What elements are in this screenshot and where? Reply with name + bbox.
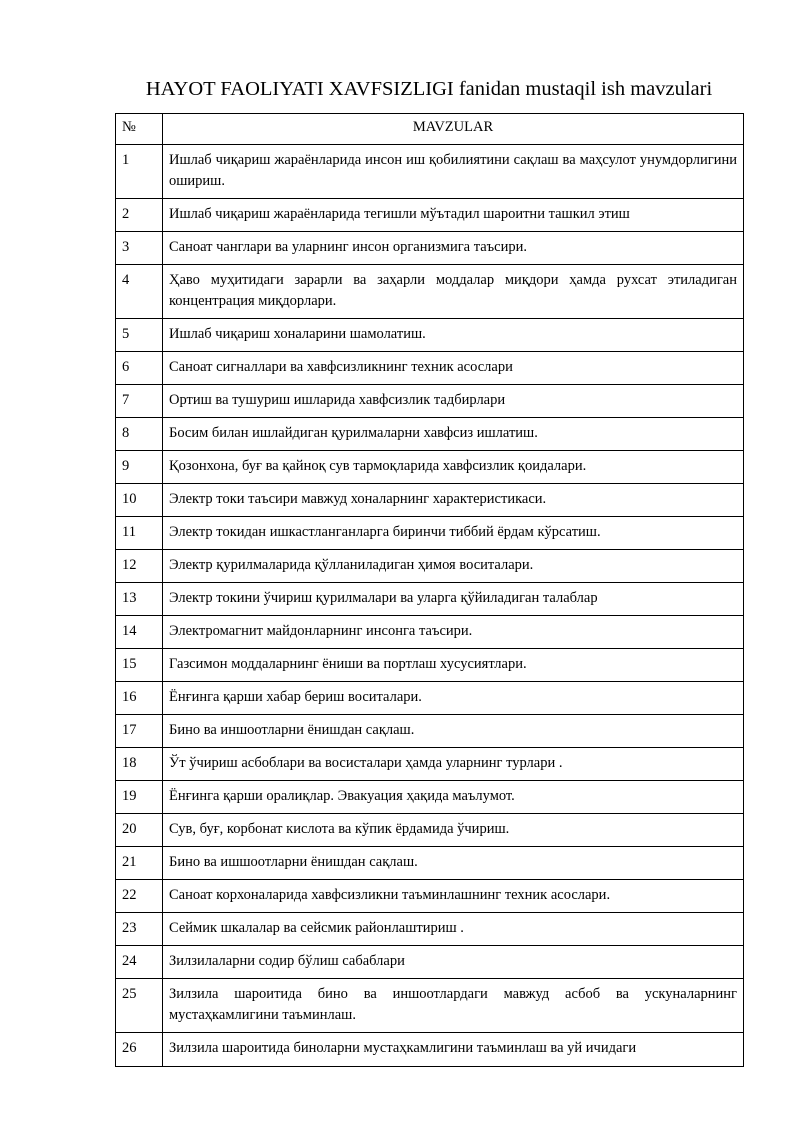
row-number: 22 (116, 880, 163, 913)
row-topic: Саноат сигналлари ва хавфсизликнинг техник асослари (163, 352, 744, 385)
table-row (116, 199, 744, 232)
row-topic: Ўт ўчириш асбоблари ва восисталари ҳамда уларнинг турлари . (163, 748, 744, 781)
row-number: 2 (116, 199, 163, 232)
row-number: 21 (116, 847, 163, 880)
table-row (116, 979, 744, 1033)
table-row (116, 847, 744, 880)
table-row (116, 352, 744, 385)
table-row (116, 484, 744, 517)
row-topic: Бино ва ишшоотларни ёнишдан сақлаш. (163, 847, 744, 880)
table-row (116, 145, 744, 199)
row-number: 18 (116, 748, 163, 781)
row-number: 19 (116, 781, 163, 814)
row-topic: Электромагнит майдонларнинг инсонга таъсири. (163, 616, 744, 649)
row-number: 15 (116, 649, 163, 682)
table-row (116, 583, 744, 616)
row-number: 3 (116, 232, 163, 265)
row-number: 23 (116, 913, 163, 946)
row-number: 7 (116, 385, 163, 418)
row-topic: Ишлаб чиқариш хоналарини шамолатиш. (163, 319, 744, 352)
row-topic: Газсимон моддаларнинг ёниши ва портлаш хусусиятлари. (163, 649, 744, 682)
row-number: 16 (116, 682, 163, 715)
table-row (116, 319, 744, 352)
table-row (116, 682, 744, 715)
row-number: 6 (116, 352, 163, 385)
table-row (116, 418, 744, 451)
table-row (116, 880, 744, 913)
table-row (116, 232, 744, 265)
page-title: HAYOT FAOLIYATI XAVFSIZLIGI fanidan mustaqil ish mavzulari (145, 78, 713, 100)
row-number: 8 (116, 418, 163, 451)
row-topic: Электр токи таъсири мавжуд хоналарнинг характеристикаси. (163, 484, 744, 517)
row-topic: Сув, буғ, корбонат кислота ва кўпик ёрдамида ўчириш. (163, 814, 744, 847)
row-topic: Зилзилаларни содир бўлиш сабаблари (163, 946, 744, 979)
row-number: 4 (116, 265, 163, 319)
topics-table (115, 113, 744, 1067)
row-number: 20 (116, 814, 163, 847)
row-number: 17 (116, 715, 163, 748)
table-row (116, 781, 744, 814)
row-topic: Электр қурилмаларида қўлланиладиган ҳимоя воситалари. (163, 550, 744, 583)
table-row (116, 913, 744, 946)
table-row (116, 616, 744, 649)
row-number: 13 (116, 583, 163, 616)
table-header-row (116, 114, 744, 145)
table-row (116, 1033, 744, 1067)
row-number: 1 (116, 145, 163, 199)
row-number: 5 (116, 319, 163, 352)
row-number: 9 (116, 451, 163, 484)
table-row (116, 385, 744, 418)
table-row (116, 451, 744, 484)
table-row (116, 649, 744, 682)
row-topic: Ишлаб чиқариш жараёнларида инсон иш қобилиятини сақлаш ва маҳсулот унумдорлигини ошириш. (163, 145, 744, 199)
row-topic: Ортиш ва тушуриш ишларида хавфсизлик тадбирлари (163, 385, 744, 418)
row-topic: Босим билан ишлайдиган қурилмаларни хавфсиз ишлатиш. (163, 418, 744, 451)
row-topic: Зилзила шароитида бино ва иншоотлардаги мавжуд асбоб ва ускуналарнинг мустаҳкамлигини таъминлаш. (163, 979, 744, 1033)
row-number: 25 (116, 979, 163, 1033)
row-number: 10 (116, 484, 163, 517)
row-number: 26 (116, 1033, 163, 1067)
row-topic: Ёнғинга қарши оралиқлар. Эвакуация ҳақида маълумот. (163, 781, 744, 814)
row-topic: Ёнғинга қарши хабар бериш воситалари. (163, 682, 744, 715)
row-topic: Саноат чанглари ва уларнинг инсон организмига таъсири. (163, 232, 744, 265)
row-topic: Электр токини ўчириш қурилмалари ва уларга қўйиладиган талаблар (163, 583, 744, 616)
row-number: 12 (116, 550, 163, 583)
row-number: 11 (116, 517, 163, 550)
row-topic: Электр токидан ишкастланганларга биринчи тиббий ёрдам кўрсатиш. (163, 517, 744, 550)
table-row (116, 946, 744, 979)
number-column-header: № (116, 114, 163, 145)
table-row (116, 814, 744, 847)
row-topic: Ишлаб чиқариш жараёнларида тегишли мўътадил шароитни ташкил этиш (163, 199, 744, 232)
table-row (116, 265, 744, 319)
row-topic: Сеймик шкалалар ва сейсмик районлаштириш . (163, 913, 744, 946)
row-number: 24 (116, 946, 163, 979)
row-topic: Зилзила шароитида биноларни мустаҳкамлигини таъминлаш ва уй ичидаги (163, 1033, 744, 1067)
row-topic: Қозонхона, буғ ва қайноқ сув тармоқларида хавфсизлик қоидалари. (163, 451, 744, 484)
table-row (116, 517, 744, 550)
row-topic: Ҳаво муҳитидаги зарарли ва заҳарли моддалар миқдори ҳамда рухсат этиладиган концентрация миқдорлари. (163, 265, 744, 319)
topics-column-header: MAVZULAR (163, 114, 744, 145)
table-row (116, 715, 744, 748)
table-row (116, 748, 744, 781)
row-number: 14 (116, 616, 163, 649)
table-row (116, 550, 744, 583)
row-topic: Бино ва иншоотларни ёнишдан сақлаш. (163, 715, 744, 748)
row-topic: Саноат корхоналарида хавфсизликни таъминлашнинг техник асослари. (163, 880, 744, 913)
